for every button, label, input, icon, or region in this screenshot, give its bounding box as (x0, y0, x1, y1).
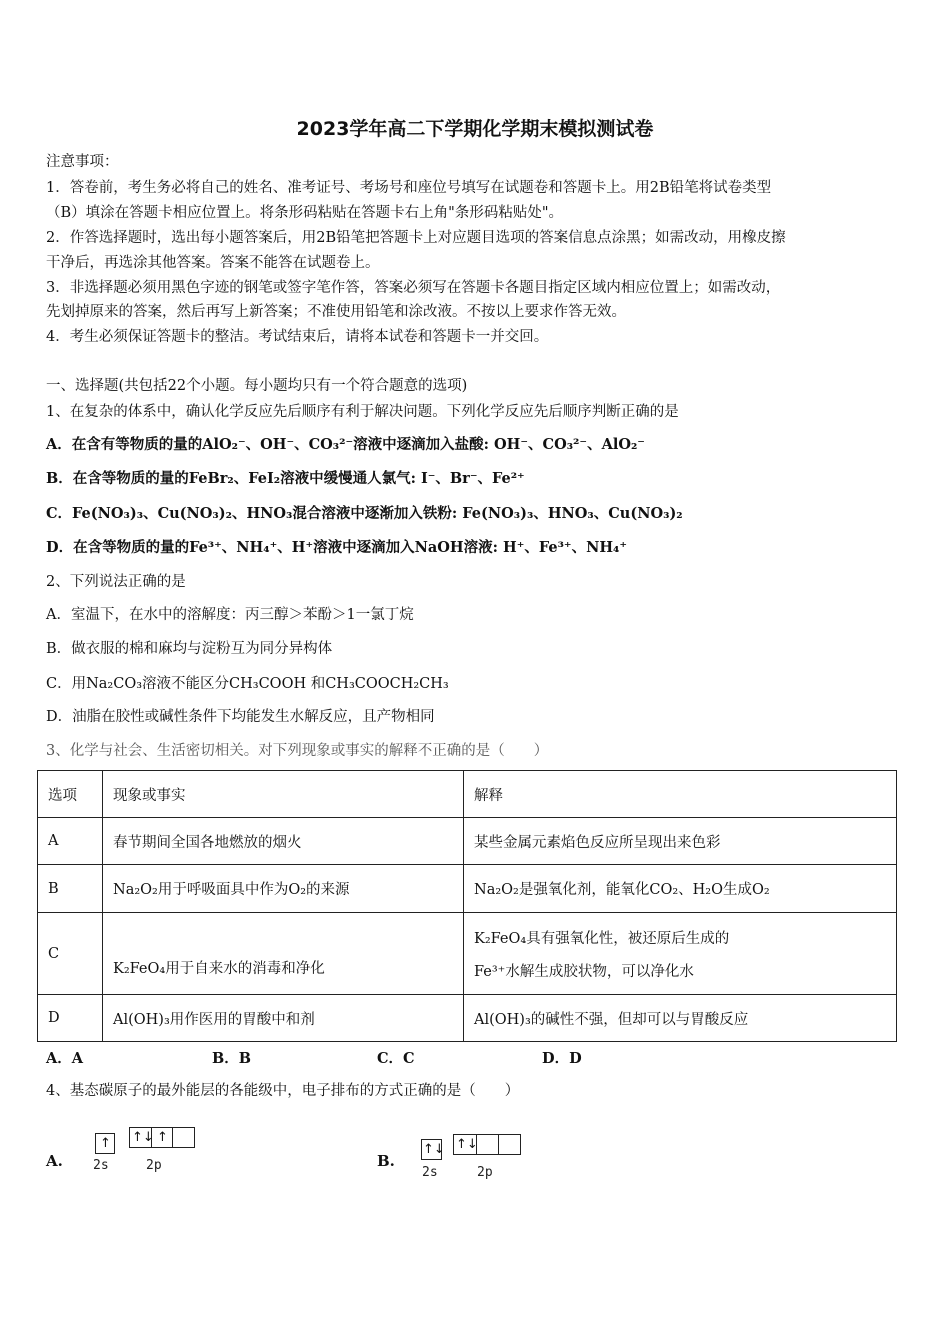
notice-line: 干净后，再选涂其他答案。答案不能答在试题卷上。 (46, 255, 380, 271)
electron-arrow: ↑ (100, 1136, 111, 1151)
q3-option-a: A．A (46, 1050, 84, 1067)
q3-option-d: D．D (542, 1050, 582, 1067)
notice-line: 4．考生必须保证答题卡的整洁。考试结束后，请将本试卷和答题卡一并交回。 (46, 329, 549, 345)
q2-option-c: C．用Na₂CO₃溶液不能区分CH₃COOH 和CH₃COOCH₂CH₃ (46, 676, 449, 692)
table-cell-option: C (38, 913, 103, 995)
q2-option-a: A．室温下，在水中的溶解度：丙三醇＞苯酚＞1一氯丁烷 (46, 607, 414, 623)
notice-line: 2．作答选择题时，选出每小题答案后，用2B铅笔把答题卡上对应题目选项的答案信息点涂黑；如需改动，用橡皮擦 (46, 230, 786, 246)
explanation-line: Fe³⁺水解生成胶状物，可以净化水 (474, 963, 694, 980)
orbital-label-2p: 2p (477, 1165, 493, 1180)
orbital-2s-box (95, 1133, 115, 1154)
table-cell-explanation: Al(OH)₃的碱性不强，但却可以与胃酸反应 (464, 995, 897, 1042)
q4-option-b-label: B. (377, 1152, 395, 1170)
table-header-cell: 选项 (38, 771, 103, 818)
table-header-cell: 现象或事实 (103, 771, 464, 818)
notice-line: 1．答卷前，考生务必将自己的姓名、准考证号、考场号和座位号填写在试题卷和答题卡上。用2B铅笔将试卷类型 (46, 180, 772, 196)
q3-table (37, 770, 897, 1042)
q1-option-d: D．在含等物质的量的Fe³⁺、NH₄⁺、H⁺溶液中逐滴加入NaOH溶液: H⁺、Fe³⁺、NH₄⁺ (46, 539, 628, 556)
q1-option-c: C．Fe(NO₃)₃、Cu(NO₃)₂、HNO₃混合溶液中逐渐加入铁粉: Fe(NO₃)₃、HNO₃、Cu(NO₃)₂ (46, 505, 683, 522)
table-cell-fact: Na₂O₂用于呼吸面具中作为O₂的来源 (103, 865, 464, 913)
explanation-line: K₂FeO₄具有强氧化性，被还原后生成的 (474, 930, 730, 947)
notice-line: 先划掉原来的答案，然后再写上新答案；不准使用铅笔和涂改液。不按以上要求作答无效。 (46, 304, 626, 320)
table-cell-option: D (38, 995, 103, 1042)
q2-option-b: B．做衣服的棉和麻均与淀粉互为同分异构体 (46, 641, 333, 657)
q1-option-a: A．在含有等物质的量的AlO₂⁻、OH⁻、CO₃²⁻溶液中逐滴加入盐酸: OH⁻、CO₃²⁻、AlO₂⁻ (46, 436, 645, 453)
orbital-2p-box (453, 1134, 521, 1155)
q3-stem: 3、化学与社会、生活密切相关。对下列现象或事实的解释不正确的是（ ） (46, 743, 549, 759)
table-cell-explanation (464, 913, 897, 995)
orbital-cell (476, 1135, 499, 1154)
q3-option-b: B．B (212, 1050, 252, 1067)
table-cell-explanation: Na₂O₂是强氧化剂，能氧化CO₂、H₂O生成O₂ (464, 865, 897, 913)
table-cell-fact: 春节期间全国各地燃放的烟火 (103, 818, 464, 865)
q1-option-b: B．在含等物质的量的FeBr₂、FeI₂溶液中缓慢通人氯气: I⁻、Br⁻、Fe²⁺ (46, 470, 525, 487)
table-cell-fact: Al(OH)₃用作医用的胃酸中和剂 (103, 995, 464, 1042)
table-cell-option: A (38, 818, 103, 865)
table-cell-option: B (38, 865, 103, 913)
q4-option-a-label: A. (46, 1152, 63, 1170)
table-row (38, 913, 897, 995)
electron-arrow: ↑↓ (423, 1142, 445, 1157)
notice-line: （B）填涂在答题卡相应位置上。将条形码粘贴在答题卡右上角"条形码粘贴处"。 (46, 205, 563, 221)
q4-stem: 4、基态碳原子的最外能层的各能级中，电子排布的方式正确的是（ ） (46, 1083, 520, 1099)
orbital-2s-box (421, 1139, 445, 1160)
orbital-label-2s: 2s (422, 1165, 438, 1180)
notice-line: 3．非选择题必须用黑色字迹的钢笔或签字笔作答，答案必须写在答题卡各题目指定区域内相应位置上；如需改动， (46, 280, 781, 296)
table-row (38, 995, 897, 1042)
table-cell-fact: K₂FeO₄用于自来水的消毒和净化 (103, 913, 464, 995)
orbital-2p-box (129, 1127, 195, 1148)
orbital-label-2p: 2p (146, 1158, 162, 1173)
orbital-cell (151, 1128, 173, 1147)
q2-option-d: D．油脂在胶性或碱性条件下均能发生水解反应，且产物相同 (46, 709, 435, 725)
table-cell-explanation: 某些金属元素焰色反应所呈现出来色彩 (464, 818, 897, 865)
electron-arrow: ↑↓ (132, 1130, 154, 1145)
table-row (38, 818, 897, 865)
page-title: 2023学年高二下学期化学期末模拟测试卷 (296, 118, 654, 140)
notice-heading: 注意事项： (46, 154, 119, 170)
table-header-row (38, 771, 897, 818)
electron-arrow: ↑ (157, 1130, 168, 1145)
q1-stem: 1、在复杂的体系中，确认化学反应先后顺序有利于解决问题。下列化学反应先后顺序判断正确的是 (46, 404, 679, 420)
orbital-cell (454, 1135, 477, 1154)
section-heading: 一、选择题(共包括22个小题。每小题均只有一个符合题意的选项) (46, 378, 468, 394)
orbital-cell (130, 1128, 152, 1147)
electron-arrow: ↑↓ (456, 1137, 478, 1152)
table-row (38, 865, 897, 913)
q3-option-c: C．C (377, 1050, 415, 1067)
orbital-label-2s: 2s (93, 1158, 109, 1173)
q2-stem: 2、下列说法正确的是 (46, 574, 186, 590)
table-header-cell: 解释 (464, 771, 897, 818)
